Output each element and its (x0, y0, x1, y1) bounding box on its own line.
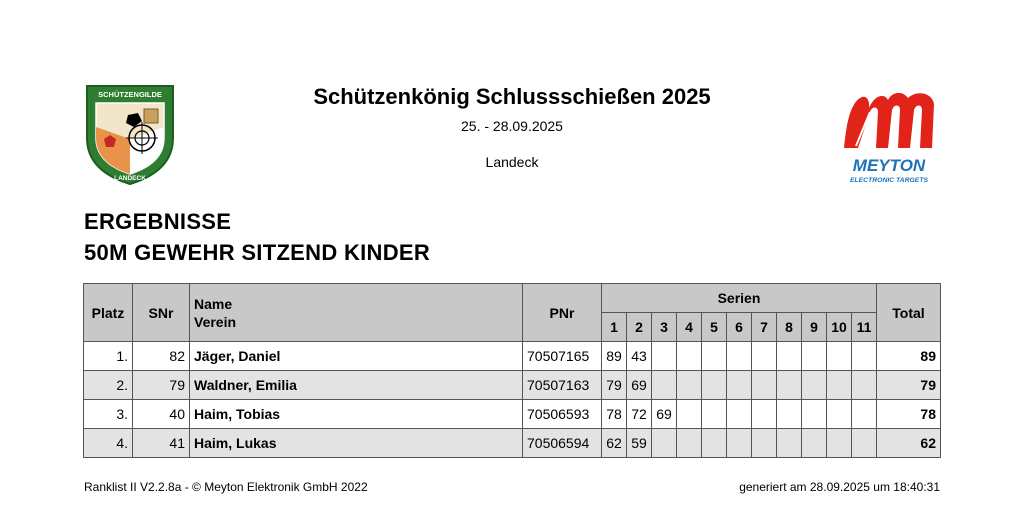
cell-serie-7 (752, 371, 777, 400)
table-row (84, 429, 941, 458)
header-total: Total (877, 284, 941, 342)
cell-serie-3 (652, 342, 677, 371)
cell-serie-6 (727, 400, 752, 429)
cell-name: Haim, Tobias (190, 400, 523, 429)
cell-total: 62 (877, 429, 941, 458)
header-serie-2: 2 (627, 313, 652, 342)
cell-platz: 2. (84, 371, 133, 400)
cell-serie-1: 89 (602, 342, 627, 371)
cell-serie-6 (727, 429, 752, 458)
cell-serie-11 (852, 371, 877, 400)
header-name-verein (190, 284, 523, 342)
header-serien: Serien (602, 284, 877, 313)
cell-serie-1: 79 (602, 371, 627, 400)
cell-serie-3 (652, 429, 677, 458)
cell-serie-8 (777, 342, 802, 371)
cell-total: 78 (877, 400, 941, 429)
logo-left-bottom-text: LANDECK (114, 175, 146, 182)
results-table (83, 283, 941, 458)
header-platz: Platz (84, 284, 133, 342)
cell-serie-8 (777, 400, 802, 429)
cell-serie-5 (702, 429, 727, 458)
header-verein: Verein (194, 313, 237, 330)
table-row (84, 400, 941, 429)
cell-serie-1: 78 (602, 400, 627, 429)
cell-platz: 4. (84, 429, 133, 458)
discipline-heading: 50M GEWEHR SITZEND KINDER (84, 240, 431, 265)
table-row (84, 371, 941, 400)
header-pnr: PNr (523, 284, 602, 342)
event-location: Landeck (485, 154, 539, 170)
results-heading: ERGEBNISSE (84, 209, 232, 234)
meyton-logo (836, 86, 942, 186)
cell-name: Haim, Lukas (190, 429, 523, 458)
cell-serie-8 (777, 371, 802, 400)
cell-name: Jäger, Daniel (190, 342, 523, 371)
header-serie-6: 6 (727, 313, 752, 342)
cell-platz: 1. (84, 342, 133, 371)
cell-serie-4 (677, 400, 702, 429)
cell-serie-4 (677, 342, 702, 371)
cell-serie-10 (827, 429, 852, 458)
cell-serie-2: 72 (627, 400, 652, 429)
cell-serie-3 (652, 371, 677, 400)
cell-name: Waldner, Emilia (190, 371, 523, 400)
header-serie-3: 3 (652, 313, 677, 342)
header-snr: SNr (133, 284, 190, 342)
cell-snr: 41 (133, 429, 190, 458)
footer-version: Ranklist II V2.2.8a - © Meyton Elektronik GmbH 2022 (84, 480, 368, 494)
cell-serie-7 (752, 342, 777, 371)
cell-serie-3: 69 (652, 400, 677, 429)
header-serie-10: 10 (827, 313, 852, 342)
cell-pnr: 70507165 (523, 342, 602, 371)
header-serie-4: 4 (677, 313, 702, 342)
cell-serie-4 (677, 429, 702, 458)
cell-serie-6 (727, 342, 752, 371)
table-row (84, 342, 941, 371)
cell-serie-2: 43 (627, 342, 652, 371)
cell-serie-7 (752, 429, 777, 458)
cell-serie-9 (802, 371, 827, 400)
meyton-logo-name: MEYTON (852, 156, 926, 175)
cell-serie-10 (827, 371, 852, 400)
cell-pnr: 70506594 (523, 429, 602, 458)
cell-serie-1: 62 (602, 429, 627, 458)
footer-generated: generiert am 28.09.2025 um 18:40:31 (739, 480, 940, 494)
header-serie-7: 7 (752, 313, 777, 342)
event-dates: 25. - 28.09.2025 (461, 118, 563, 134)
cell-snr: 40 (133, 400, 190, 429)
cell-serie-11 (852, 342, 877, 371)
cell-platz: 3. (84, 400, 133, 429)
logo-left-top-text: SCHÜTZENGILDE (98, 90, 162, 99)
cell-serie-10 (827, 400, 852, 429)
cell-pnr: 70507163 (523, 371, 602, 400)
header-serie-8: 8 (777, 313, 802, 342)
cell-serie-9 (802, 400, 827, 429)
cell-serie-10 (827, 342, 852, 371)
cell-serie-11 (852, 400, 877, 429)
cell-snr: 82 (133, 342, 190, 371)
cell-serie-6 (727, 371, 752, 400)
cell-pnr: 70506593 (523, 400, 602, 429)
cell-serie-11 (852, 429, 877, 458)
cell-snr: 79 (133, 371, 190, 400)
cell-total: 89 (877, 342, 941, 371)
cell-serie-2: 69 (627, 371, 652, 400)
cell-serie-8 (777, 429, 802, 458)
cell-serie-9 (802, 429, 827, 458)
header-serie-11: 11 (852, 313, 877, 342)
header-serie-1: 1 (602, 313, 627, 342)
header-serie-5: 5 (702, 313, 727, 342)
cell-total: 79 (877, 371, 941, 400)
cell-serie-4 (677, 371, 702, 400)
cell-serie-5 (702, 342, 727, 371)
cell-serie-9 (802, 342, 827, 371)
cell-serie-2: 59 (627, 429, 652, 458)
cell-serie-5 (702, 400, 727, 429)
header-serie-9: 9 (802, 313, 827, 342)
meyton-logo-tagline: ELECTRONIC TARGETS (849, 177, 929, 184)
cell-serie-5 (702, 371, 727, 400)
event-title: Schützenkönig Schlussschießen 2025 (313, 84, 711, 109)
header-name: Name (194, 295, 233, 312)
cell-serie-7 (752, 400, 777, 429)
